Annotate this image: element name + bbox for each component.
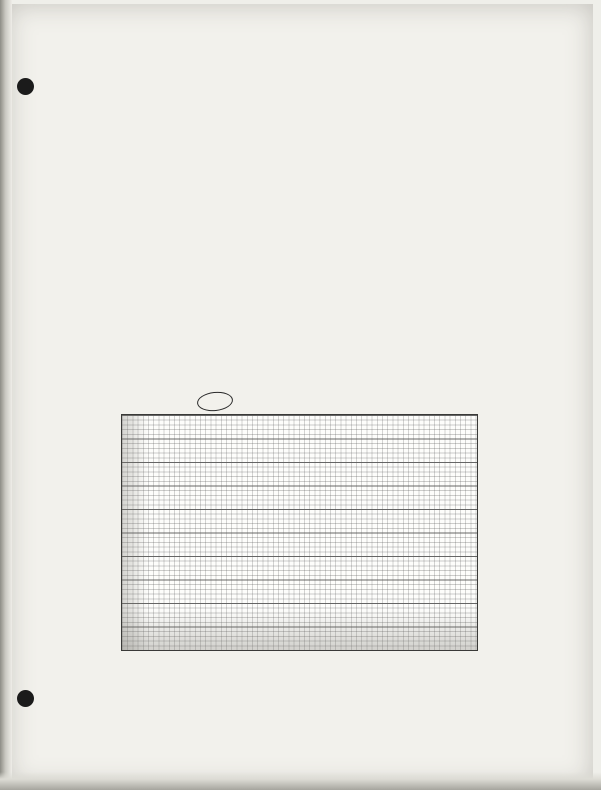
chart-bottom-tick-labels <box>121 650 476 672</box>
chart-right-tick-labels <box>479 414 509 649</box>
binder-hole-bottom-icon <box>17 690 34 707</box>
page-left-edge-shadow <box>0 0 12 790</box>
chart-curves <box>122 415 477 650</box>
binder-hole-top-icon <box>17 78 34 95</box>
page-bottom-edge-shadow <box>0 772 601 790</box>
chart-top-tick-labels <box>121 390 476 412</box>
chart-plot-area <box>121 414 478 651</box>
chart-left-tick-labels <box>72 414 117 649</box>
figure-35-5 <box>66 372 518 684</box>
